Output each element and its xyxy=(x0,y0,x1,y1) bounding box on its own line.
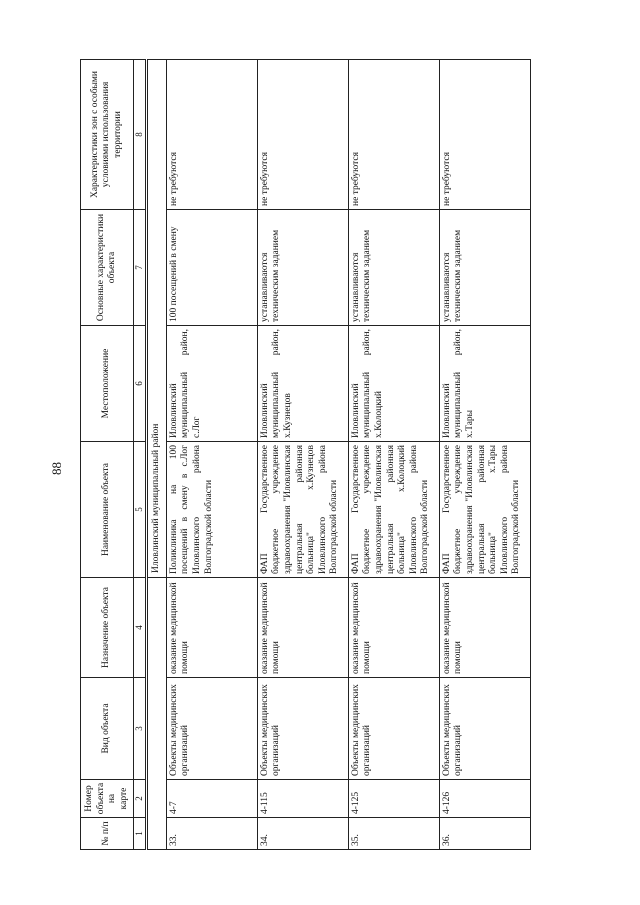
object-location: Иловлинский муниципальный район, х.Тары xyxy=(439,326,530,442)
row-number: 34. xyxy=(257,818,348,850)
object-characteristics: устанавливаются техническим заданием xyxy=(439,210,530,326)
header-cell: Назначение объекта xyxy=(81,578,134,678)
objects-table xyxy=(80,59,531,850)
map-number: 4-115 xyxy=(257,780,348,818)
column-number: 1 xyxy=(134,818,147,850)
map-number: 4-7 xyxy=(166,780,257,818)
object-purpose: оказание медицинской помощи xyxy=(166,578,257,678)
column-number: 2 xyxy=(134,780,147,818)
header-cell: Номер объекта на карте xyxy=(81,780,134,818)
object-characteristics: 100 посещений в смену xyxy=(166,210,257,326)
column-number: 4 xyxy=(134,578,147,678)
column-number-row xyxy=(134,60,147,850)
object-name: ФАП Государственное бюджетное учреждение здравоохранения "Иловлинская центральная районная больница" х.Кузнецов Иловлинского района Волгоградской области xyxy=(257,442,348,578)
table-row xyxy=(439,60,530,850)
row-number: 33. xyxy=(166,818,257,850)
object-type: Объекты медицинских организаций xyxy=(348,678,439,780)
object-name: ФАП Государственное бюджетное учреждение здравоохранения "Иловлинская центральная районная больница" х.Тары Иловлинского района Волгоградской области xyxy=(439,442,530,578)
header-cell: Местоположение xyxy=(81,326,134,442)
table-row xyxy=(348,60,439,850)
object-characteristics: устанавливаются техническим заданием xyxy=(348,210,439,326)
row-number: 36. xyxy=(439,818,530,850)
object-purpose: оказание медицинской помощи xyxy=(257,578,348,678)
object-purpose: оказание медицинской помощи xyxy=(348,578,439,678)
object-location: Иловлинский муниципальный район, с.Лог xyxy=(166,326,257,442)
header-row xyxy=(81,60,134,850)
object-type: Объекты медицинских организаций xyxy=(166,678,257,780)
object-name: Поликлиника на 100 посещений в смену в с.Лог Иловлинского района Волгоградской области xyxy=(166,442,257,578)
column-number: 8 xyxy=(134,60,147,210)
row-number: 35. xyxy=(348,818,439,850)
table-row xyxy=(257,60,348,850)
page-number: 88 xyxy=(49,462,64,475)
header-cell: Основные характеристики объекта xyxy=(81,210,134,326)
rotated-table-sheet xyxy=(80,60,560,850)
header-cell: № п/п xyxy=(81,818,134,850)
zone-characteristics: не требуются xyxy=(257,60,348,210)
column-number: 6 xyxy=(134,326,147,442)
header-cell: Характеристики зон с особыми условиями использования территории xyxy=(81,60,134,210)
zone-characteristics: не требуются xyxy=(166,60,257,210)
object-name: ФАП Государственное бюджетное учреждение здравоохранения "Иловлинская центральная районная больница" х.Колоцкий Иловлинского района Волгоградской области xyxy=(348,442,439,578)
map-number: 4-126 xyxy=(439,780,530,818)
object-purpose: оказание медицинской помощи xyxy=(439,578,530,678)
object-characteristics: устанавливаются техническим заданием xyxy=(257,210,348,326)
zone-characteristics: не требуются xyxy=(348,60,439,210)
section-row xyxy=(147,60,167,850)
header-cell: Вид объекта xyxy=(81,678,134,780)
column-number: 7 xyxy=(134,210,147,326)
object-location: Иловлинский муниципальный район, х.Колоцкий xyxy=(348,326,439,442)
object-location: Иловлинский муниципальный район, х.Кузнецов xyxy=(257,326,348,442)
header-cell: Наименование объекта xyxy=(81,442,134,578)
object-type: Объекты медицинских организаций xyxy=(439,678,530,780)
object-type: Объекты медицинских организаций xyxy=(257,678,348,780)
table-row xyxy=(166,60,257,850)
section-title: Иловлинский муниципальный район xyxy=(147,60,167,578)
zone-characteristics: не требуются xyxy=(439,60,530,210)
column-number: 5 xyxy=(134,442,147,578)
column-number: 3 xyxy=(134,678,147,780)
map-number: 4-125 xyxy=(348,780,439,818)
